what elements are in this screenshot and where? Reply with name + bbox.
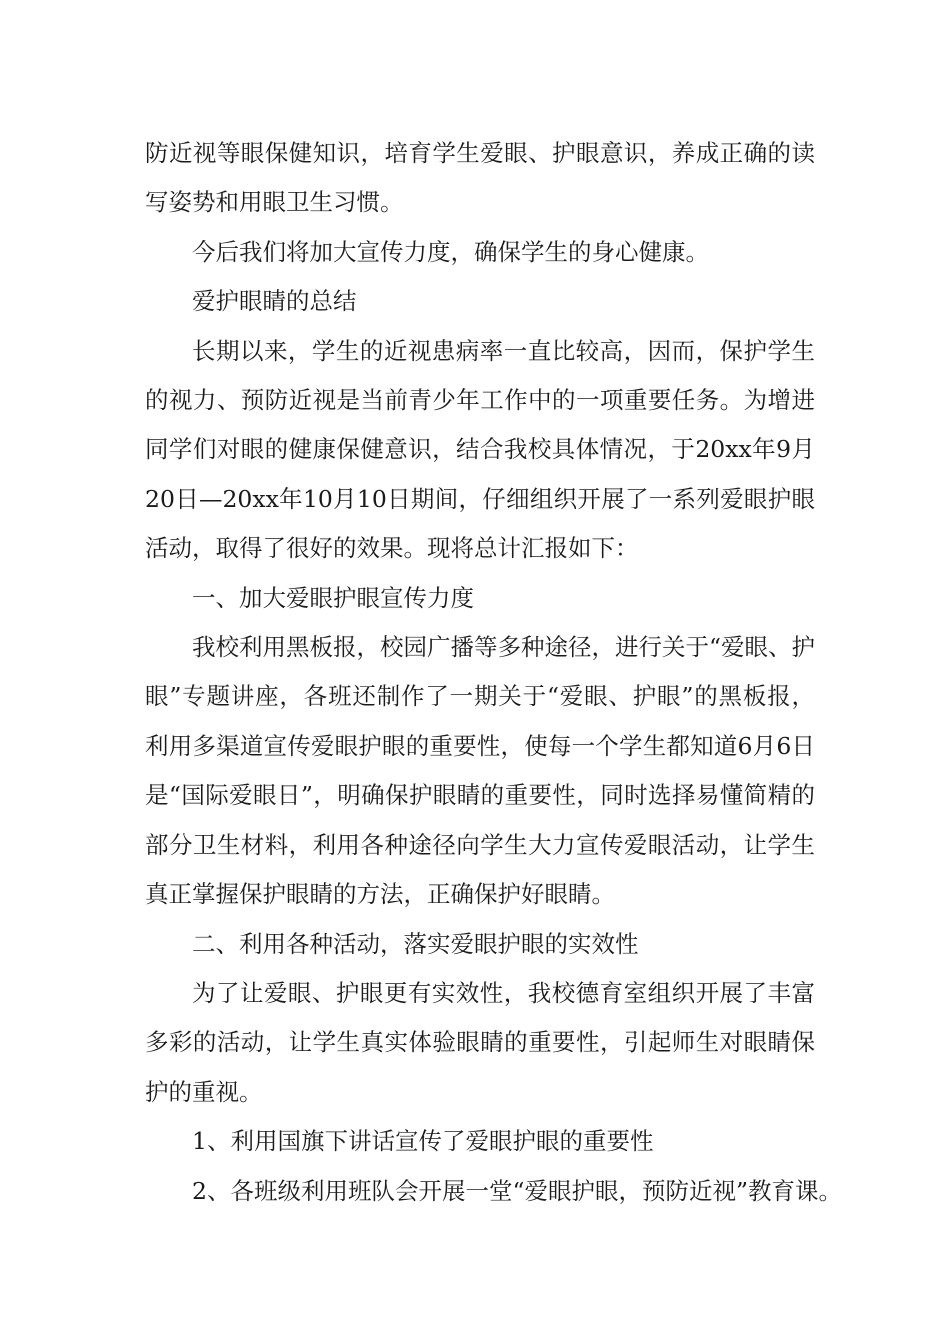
paragraph-future-promotion: 今后我们将加大宣传力度，确保学生的身心健康。 (192, 237, 709, 266)
paragraph-eye-knowledge: 防近视等眼保健知识，培育学生爱眼、护眼意识，养成正确的读写姿势和用眼卫生习惯。 (145, 139, 815, 217)
section-heading-two: 二、利用各种活动，落实爱眼护眼的实效性 (192, 929, 639, 958)
paragraph-promotion-details: 我校利用黑板报，校园广播等多种途径，进行关于“爱眼、护眼”专题讲座，各班还制作了一期关于“爱眼、护眼”的黑板报，利用多渠道宣传爱眼护眼的重要性，使每一个学生都知道6月6日是“国际爱眼日”，明确保护眼睛的重要性，同时选择易懂简精的部分卫生材料，利用各种途径向学生大力宣传爱眼活动，让学生真正掌握保护眼睛的方法，正确保护好眼睛。 (145, 633, 816, 909)
paragraph-introduction: 长期以来，学生的近视患病率一直比较高，因而，保护学生的视力、预防近视是当前青少年工作中的一项重要任务。为增进同学们对眼的健康保健意识，结合我校具体情况，于20xx年9月20日—20xx年10月10日期间，仔细组织开展了一系列爱眼护眼活动，取得了很好的效果。现将总计汇报如下： (145, 336, 815, 563)
section-heading-one: 一、加大爱眼护眼宣传力度 (192, 583, 474, 612)
list-item-class-meeting: 2、各班级利用班队会开展一堂“爱眼护眼，预防近视”教育课。 (192, 1176, 842, 1205)
section-heading-summary: 爱护眼睛的总结 (192, 287, 357, 316)
document-body (145, 129, 842, 1216)
paragraph-activities: 为了让爱眼、护眼更有实效性，我校德育室组织开展了丰富多彩的活动，让学生真实体验眼睛的重要性，引起师生对眼睛保护的重视。 (145, 978, 815, 1106)
list-item-flag-speech: 1、利用国旗下讲话宣传了爱眼护眼的重要性 (192, 1127, 654, 1156)
